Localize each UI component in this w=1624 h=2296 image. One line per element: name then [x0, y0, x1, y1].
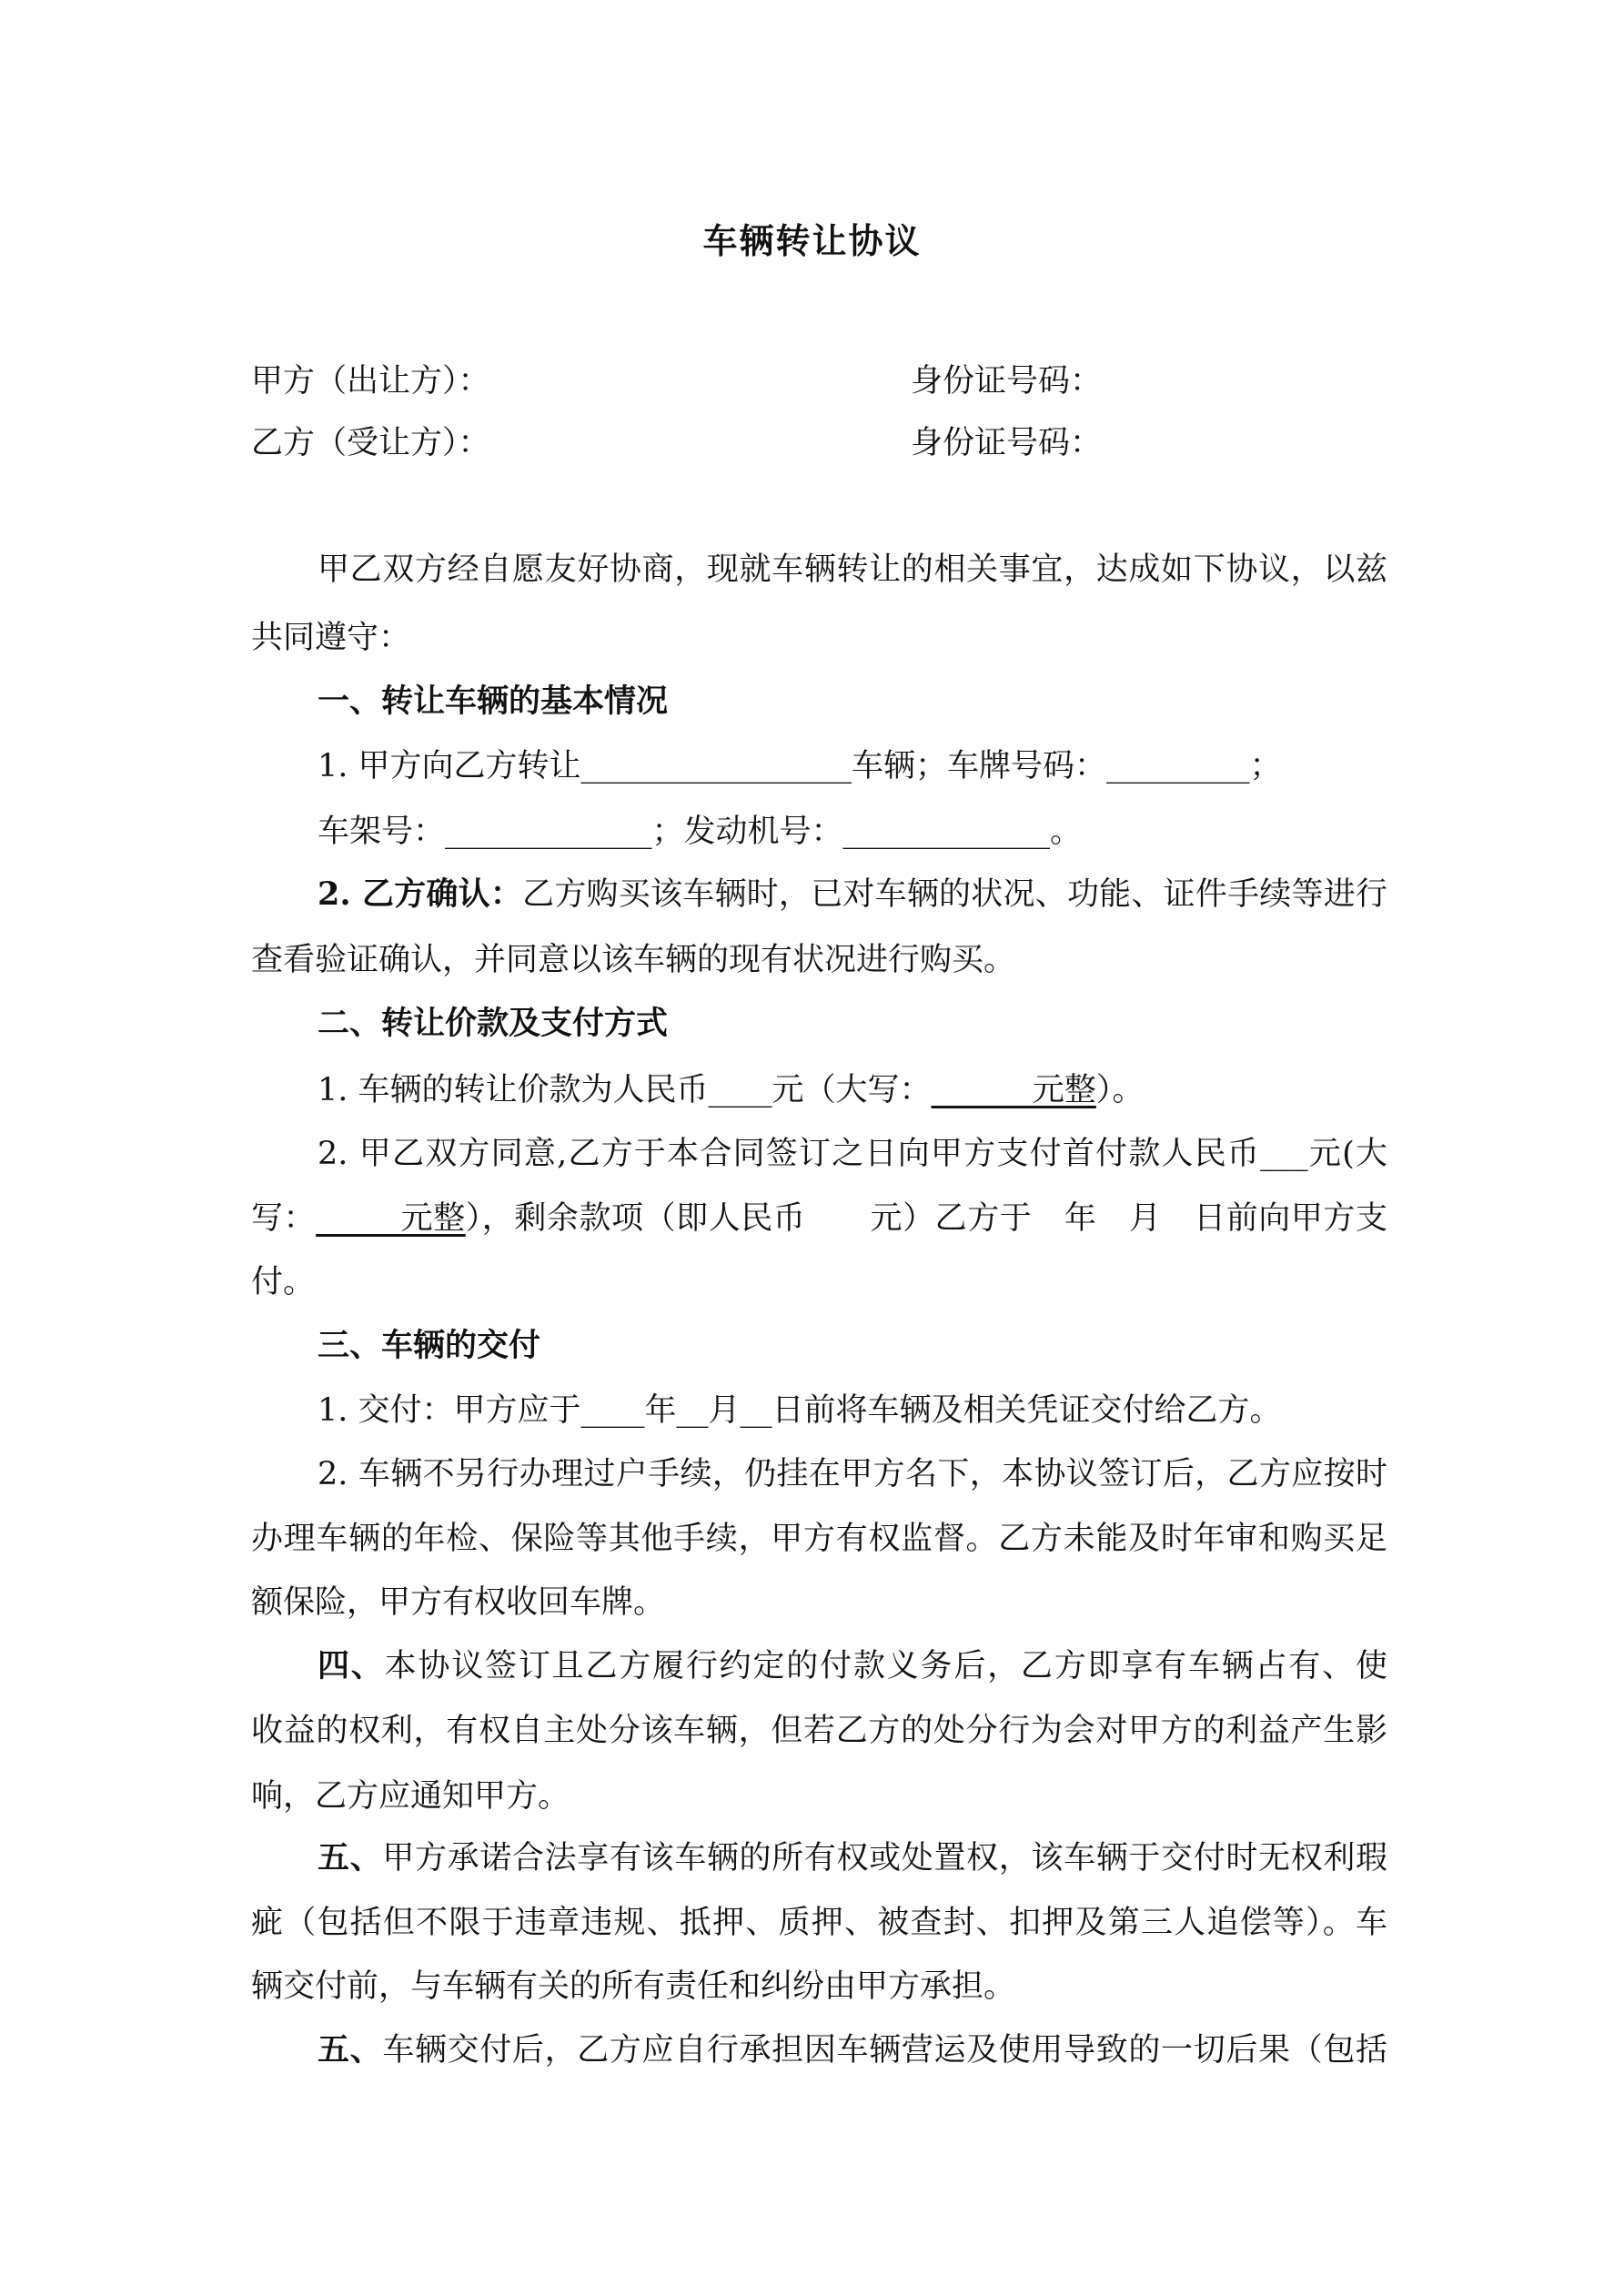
party-a-label: 甲方（出让方）： [251, 363, 490, 400]
section-heading-text: 二、转让价款及支付方式 [318, 1005, 669, 1042]
text-segment: 元（大写： [772, 1072, 932, 1108]
text-line [251, 928, 1387, 992]
text-line [251, 1765, 1387, 1828]
text-line [251, 1250, 1387, 1314]
underlined-field: 元整 [316, 1200, 466, 1237]
text-segment: 车辆交付后，乙方应自行承担因车辆营运及使用导致的一切后果（包括 [382, 2032, 1387, 2068]
text-line [251, 606, 1387, 670]
text-segment: 辆交付前，与车辆有关的所有责任和纠纷由甲方承担。 [251, 1968, 1016, 2005]
text-segment: ____ [708, 1072, 772, 1108]
text-line [251, 734, 1387, 798]
section-heading-text: 五、 [318, 1839, 383, 1876]
text-segment: 甲方承诺合法享有该车辆的所有权或处置权，该车辆于交付时无权利瑕 [382, 1840, 1387, 1876]
text-segment: _________________ [580, 748, 852, 784]
text-segment: ； [1249, 748, 1282, 784]
text-line [251, 1314, 1387, 1378]
section-heading-text: 三、车辆的交付 [318, 1327, 541, 1364]
text-line [251, 1379, 1387, 1442]
text-segment: 付。 [251, 1264, 316, 1300]
text-segment: 查看验证确认，并同意以该车辆的现有状况进行购买。 [251, 942, 1016, 978]
text-line [251, 538, 1387, 602]
text-segment: 额保险，甲方有权收回车牌。 [251, 1584, 666, 1621]
text-segment: 。 [1050, 814, 1083, 850]
underlined-field: 元整 [931, 1072, 1096, 1108]
text-segment: 1. 交付：甲方应于____年__月__日前将车辆及相关凭证交付给乙方。 [318, 1392, 1282, 1429]
text-segment: 元(大 [1307, 1136, 1387, 1172]
text-line [251, 1442, 1387, 1506]
text-segment: ）。 [1095, 1072, 1145, 1108]
text-line [251, 863, 1387, 926]
party-a-id-label: 身份证号码： [911, 363, 1103, 400]
text-line [251, 1955, 1387, 2018]
text-line [251, 1571, 1387, 1634]
text-segment: 甲乙双方经自愿友好协商，现就车辆转让的相关事宜，达成如下协议，以兹 [318, 551, 1387, 588]
text-line [251, 1891, 1387, 1955]
text-segment: 车辆；车牌号码： [852, 748, 1107, 784]
text-segment: 2. 车辆不另行办理过户手续，仍挂在甲方名下，本协议签订后，乙方应按时 [318, 1456, 1387, 1492]
text-segment: 办理车辆的年检、保险等其他手续，甲方有权监督。乙方未能及时年审和购买足 [251, 1521, 1387, 1557]
party-a-row [251, 349, 1387, 413]
section-heading-text: 五、 [318, 2031, 383, 2068]
section-heading-text: 一、转让车辆的基本情况 [318, 683, 669, 720]
text-line [251, 1122, 1387, 1186]
text-line [251, 670, 1387, 733]
party-b-label: 乙方（受让方）： [251, 425, 490, 461]
text-segment: 写： [251, 1200, 317, 1237]
party-b-id-label: 身份证号码： [911, 425, 1103, 461]
text-segment: ___ [1260, 1136, 1308, 1172]
text-segment: 收益的权利，有权自主处分该车辆，但若乙方的处分行为会对甲方的利益产生影 [251, 1713, 1387, 1749]
document-title: 车辆转让协议 [702, 220, 922, 261]
text-segment: 本协议签订且乙方履行约定的付款义务后，乙方即享有车辆占有、使 [384, 1648, 1387, 1684]
text-line [251, 1634, 1387, 1698]
text-segment: _____________ [445, 814, 652, 850]
party-b-row [251, 411, 1387, 475]
text-segment: _________ [1106, 748, 1250, 784]
text-line [251, 1507, 1387, 1571]
text-segment: 乙方购买该车辆时，已对车辆的状况、功能、证件手续等进行 [522, 876, 1387, 913]
text-line [251, 1826, 1387, 1890]
text-line [251, 992, 1387, 1056]
text-segment: ；发动机号： [651, 814, 843, 850]
text-line [251, 1699, 1387, 1763]
text-segment: _____________ [842, 814, 1051, 850]
text-segment: 共同遵守： [251, 620, 411, 656]
section-heading-text: 2. 乙方确认： [318, 875, 523, 913]
text-line [251, 1058, 1387, 1122]
text-segment: 1. 甲方向乙方转让 [318, 748, 581, 784]
text-segment: ），剩余款项（即人民币 元）乙方于 年 月 日前向甲方支 [465, 1200, 1387, 1237]
text-segment: 车架号： [318, 814, 446, 850]
text-line [251, 800, 1387, 864]
text-segment: 疵（包括但不限于违章违规、抵押、质押、被查封、扣押及第三人追偿等）。车 [251, 1905, 1387, 1941]
text-line [251, 2018, 1387, 2082]
text-line [251, 1187, 1387, 1250]
text-segment: 2. 甲乙双方同意,乙方于本合同签订之日向甲方支付首付款人民币 [318, 1136, 1261, 1172]
text-segment: 响，乙方应通知甲方。 [251, 1778, 570, 1815]
section-heading-text: 四、 [318, 1647, 385, 1684]
text-segment: 1. 车辆的转让价款为人民币 [318, 1072, 709, 1108]
